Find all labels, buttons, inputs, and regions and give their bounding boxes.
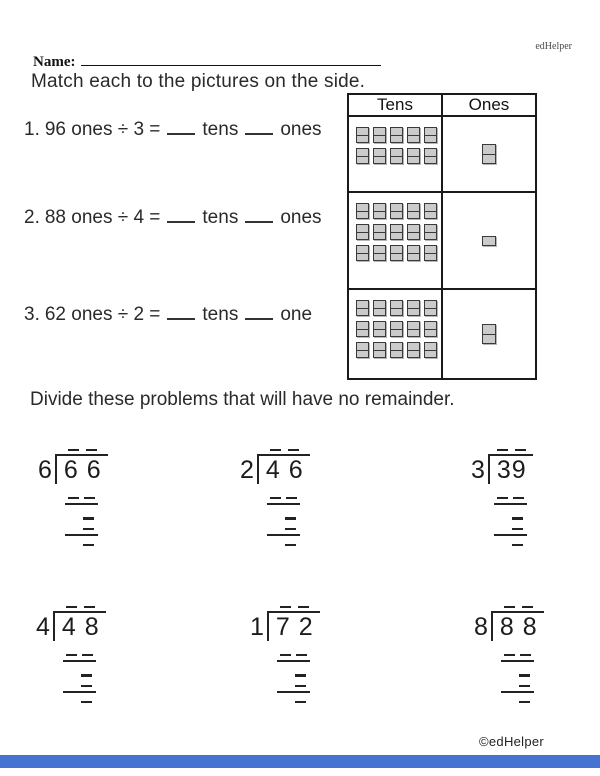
quotient-digit-blank	[86, 449, 97, 451]
work-blank	[81, 701, 92, 703]
work-blank	[285, 517, 296, 519]
ten-block	[407, 245, 420, 261]
work-blank	[519, 701, 530, 703]
work-blank	[513, 497, 524, 499]
edhelper-logo-text: edHelper	[535, 41, 572, 52]
problem-number: 1.	[24, 119, 40, 140]
quotient-digit-blank	[84, 606, 95, 608]
work-area	[267, 497, 300, 546]
subtraction-blank-row	[494, 497, 527, 505]
one-block	[482, 236, 496, 246]
ten-block	[424, 127, 437, 143]
ten-block	[373, 203, 386, 219]
ten-block	[407, 203, 420, 219]
divisor: 8	[474, 613, 488, 642]
work-blank	[295, 701, 306, 703]
problem-expression: 96 ones ÷ 3 =	[44, 119, 161, 140]
division-problem-6	[474, 606, 544, 703]
ten-block	[424, 300, 437, 316]
work-blank	[83, 517, 94, 519]
division-problem-1	[38, 449, 108, 546]
ten-block	[390, 342, 403, 358]
ten-block	[424, 342, 437, 358]
ones-picture-cell	[441, 288, 535, 378]
quotient-digit-blank	[66, 606, 77, 608]
divide-instruction: Divide these problems that will have no remainder.	[30, 389, 455, 410]
work-blank	[285, 544, 296, 546]
problem-number: 2.	[24, 207, 40, 228]
unit-label: one	[280, 304, 313, 325]
name-label: Name:	[33, 54, 76, 70]
tens-ones-table	[347, 93, 537, 380]
footer-color-bar	[0, 755, 600, 768]
division-problem-3	[471, 449, 533, 546]
remainder-blank-row	[494, 544, 527, 546]
ten-block	[373, 224, 386, 240]
ten-block	[390, 300, 403, 316]
unit-label: tens	[202, 207, 239, 228]
answer-blank	[167, 206, 195, 223]
ten-block	[424, 203, 437, 219]
subtraction-blank-row	[267, 497, 300, 505]
bring-down-blank-row	[494, 517, 527, 519]
bring-down-blank-row	[501, 674, 534, 676]
ten-block	[356, 203, 369, 219]
quotient-digit-blank	[497, 449, 508, 451]
ten-block	[390, 203, 403, 219]
ten-block	[424, 224, 437, 240]
work-blank	[512, 528, 523, 530]
work-blank	[519, 685, 530, 687]
remainder-blank-row	[277, 701, 310, 703]
subtraction-blank-row	[277, 685, 310, 693]
work-blank	[82, 654, 93, 656]
work-area	[63, 654, 96, 703]
quotient-digit-blank	[288, 449, 299, 451]
work-blank	[270, 497, 281, 499]
remainder-blank-row	[501, 701, 534, 703]
quotient-digit-blank	[522, 606, 533, 608]
subtraction-blank-row	[501, 654, 534, 662]
tens-blocks-grid	[356, 127, 440, 164]
problem-number: 3.	[24, 304, 40, 325]
work-blank	[83, 528, 94, 530]
ten-block	[407, 342, 420, 358]
subtraction-blank-row	[267, 528, 300, 536]
work-blank	[519, 674, 530, 676]
divisor: 4	[36, 613, 50, 642]
ones-picture-cell	[441, 117, 535, 191]
ten-block	[407, 224, 420, 240]
dividend: 7 2	[267, 611, 320, 641]
divisor: 2	[240, 456, 254, 485]
work-blank	[296, 654, 307, 656]
subtraction-blank-row	[277, 654, 310, 662]
quotient-digit-blank	[68, 449, 79, 451]
ten-block	[407, 127, 420, 143]
ten-block	[424, 321, 437, 337]
ten-block	[373, 321, 386, 337]
ten-block	[390, 148, 403, 164]
ten-block	[356, 127, 369, 143]
ten-block	[373, 300, 386, 316]
ten-block	[390, 127, 403, 143]
ten-block	[373, 245, 386, 261]
divisor: 3	[471, 456, 485, 485]
match-problem-3	[24, 303, 312, 326]
tens-blocks-grid	[356, 300, 440, 358]
division-problem-5	[250, 606, 320, 703]
quotient-digit-blank	[270, 449, 281, 451]
tens-column-header: Tens	[349, 95, 441, 117]
problem-expression: 88 ones ÷ 4 =	[44, 207, 161, 228]
ten-block	[424, 245, 437, 261]
unit-label: tens	[202, 304, 239, 325]
dividend: 6 6	[55, 454, 108, 484]
quotient-digit-blank	[280, 606, 291, 608]
work-blank	[81, 674, 92, 676]
division-problem-2	[240, 449, 310, 546]
subtraction-blank-row	[494, 528, 527, 536]
ten-block	[373, 127, 386, 143]
division-problem-4	[36, 606, 106, 703]
dividend: 8 8	[491, 611, 544, 641]
ones-column-header: Ones	[441, 95, 535, 117]
subtraction-blank-row	[63, 685, 96, 693]
work-blank	[84, 497, 95, 499]
tens-blocks-grid	[356, 203, 440, 261]
remainder-blank-row	[63, 701, 96, 703]
tens-picture-cell	[349, 117, 441, 191]
tens-picture-cell	[349, 191, 441, 288]
quotient-digit-blank	[504, 606, 515, 608]
work-blank	[520, 654, 531, 656]
tens-picture-cell	[349, 288, 441, 378]
answer-blank	[245, 206, 273, 223]
ten-block	[390, 224, 403, 240]
ten-block	[407, 321, 420, 337]
unit-label: ones	[280, 119, 322, 140]
match-problem-1	[24, 118, 322, 141]
match-instruction: Match each to the pictures on the side.	[31, 71, 366, 92]
one-block	[482, 144, 496, 164]
problem-expression: 62 ones ÷ 2 =	[44, 304, 161, 325]
work-blank	[285, 528, 296, 530]
work-blank	[280, 654, 291, 656]
ten-block	[407, 148, 420, 164]
answer-blank	[245, 118, 273, 135]
subtraction-blank-row	[65, 528, 98, 536]
ten-block	[356, 342, 369, 358]
ten-block	[390, 321, 403, 337]
unit-label: ones	[280, 207, 322, 228]
name-row	[33, 53, 573, 71]
divisor: 6	[38, 456, 52, 485]
work-blank	[83, 544, 94, 546]
work-blank	[295, 674, 306, 676]
unit-label: tens	[202, 119, 239, 140]
ten-block	[407, 300, 420, 316]
work-area	[65, 497, 98, 546]
ten-block	[356, 148, 369, 164]
ten-block	[390, 245, 403, 261]
work-blank	[286, 497, 297, 499]
edhelper-copyright: ©edHelper	[479, 734, 545, 749]
work-blank	[497, 497, 508, 499]
name-blank-line	[81, 53, 381, 66]
ten-block	[356, 245, 369, 261]
remainder-blank-row	[267, 544, 300, 546]
dividend: 4 6	[257, 454, 310, 484]
subtraction-blank-row	[501, 685, 534, 693]
ten-block	[373, 342, 386, 358]
answer-blank	[167, 118, 195, 135]
ten-block	[356, 321, 369, 337]
work-blank	[512, 517, 523, 519]
work-blank	[512, 544, 523, 546]
bring-down-blank-row	[63, 674, 96, 676]
work-area	[501, 654, 534, 703]
one-block	[482, 324, 496, 344]
work-blank	[81, 685, 92, 687]
ten-block	[356, 224, 369, 240]
ten-block	[373, 148, 386, 164]
work-area	[494, 497, 527, 546]
work-blank	[504, 654, 515, 656]
answer-blank	[245, 303, 273, 320]
work-blank	[295, 685, 306, 687]
bring-down-blank-row	[65, 517, 98, 519]
bring-down-blank-row	[267, 517, 300, 519]
ones-picture-cell	[441, 191, 535, 288]
subtraction-blank-row	[63, 654, 96, 662]
subtraction-blank-row	[65, 497, 98, 505]
remainder-blank-row	[65, 544, 98, 546]
quotient-digit-blank	[515, 449, 526, 451]
ten-block	[356, 300, 369, 316]
answer-blank	[167, 303, 195, 320]
match-problem-2	[24, 206, 322, 229]
ten-block	[424, 148, 437, 164]
dividend: 39	[488, 454, 533, 484]
work-area	[277, 654, 310, 703]
work-blank	[66, 654, 77, 656]
divisor: 1	[250, 613, 264, 642]
work-blank	[68, 497, 79, 499]
quotient-digit-blank	[298, 606, 309, 608]
dividend: 4 8	[53, 611, 106, 641]
bring-down-blank-row	[277, 674, 310, 676]
